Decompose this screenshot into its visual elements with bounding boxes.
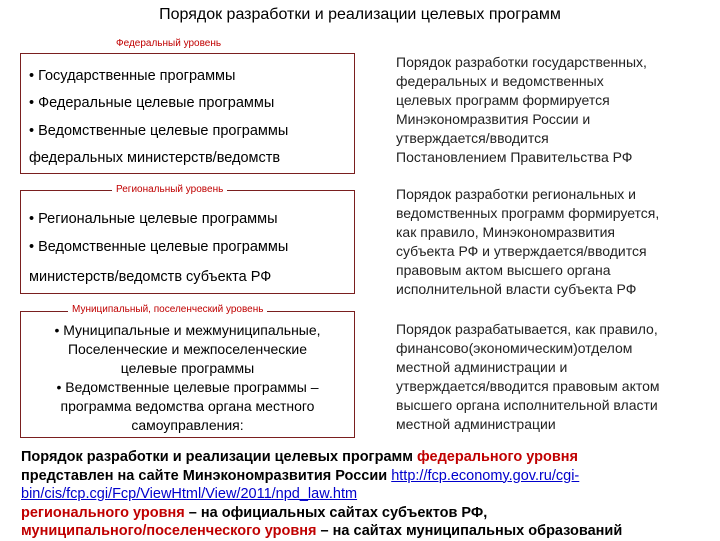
municipal-description-line: местной администрации и	[396, 359, 568, 375]
bottom-summary	[21, 448, 720, 541]
federal-level-label: Федеральный уровень	[112, 38, 225, 49]
municipal-description-line: местной администрации	[396, 416, 556, 432]
summary-text: Порядок разработки и реализации целевых программ	[21, 449, 418, 465]
regional-description-line: правовым актом высшего органа	[396, 262, 611, 278]
regional-line-2: • Ведомственные целевые программы	[29, 239, 289, 255]
summary-line-2	[21, 467, 720, 486]
federal-line-2: • Федеральные целевые программы	[29, 95, 275, 111]
municipal-line-5: программа ведомства органа местного	[60, 398, 315, 414]
federal-line-4: федеральных министерств/ведомств	[29, 150, 281, 166]
regional-description-line: Порядок разработки региональных и	[396, 186, 636, 202]
regional-level-label: Региональный уровень	[112, 184, 227, 195]
municipal-line-3: целевые программы	[120, 360, 255, 376]
summary-line-1	[21, 448, 720, 467]
municipal-level-highlight: муниципального/поселенческого уровня	[21, 523, 317, 539]
summary-line-4	[21, 504, 720, 523]
summary-line-5	[21, 522, 720, 541]
ministry-link[interactable]: http://fcp.economy.gov.ru/cgi-	[391, 467, 580, 484]
regional-description-line: субъекта РФ и утверждается/вводится	[396, 243, 647, 259]
regional-level-highlight: регионального уровня	[21, 504, 185, 521]
regional-description-line: исполнительной власти субъекта РФ	[396, 281, 637, 297]
regional-description	[396, 185, 659, 299]
federal-description	[396, 53, 647, 167]
municipal-description-line: высшего органа исполнительной власти	[396, 397, 658, 413]
federal-description-line: федеральных и ведомственных	[396, 73, 604, 89]
federal-description-line: Порядок разработки государственных,	[396, 54, 647, 70]
federal-level-box	[20, 53, 355, 174]
municipal-description-line: утверждается/вводится правовым актом	[396, 378, 660, 394]
federal-description-line: целевых программ формируется	[396, 92, 610, 108]
regional-line-1: • Региональные целевые программы	[29, 211, 278, 227]
municipal-line-2: Поселенческие и межпоселенческие	[67, 341, 308, 357]
summary-line-3	[21, 485, 720, 504]
federal-line-1: • Государственные программы	[29, 68, 236, 84]
ministry-link-continued[interactable]: bin/cis/fcp.cgi/Fcp/ViewHtml/View/2011/npd_law.htm	[21, 486, 358, 502]
municipal-description-line: финансово(экономическим)отделом	[396, 340, 633, 356]
municipal-description-line: Порядок разрабатывается, как правило,	[396, 321, 658, 337]
summary-text: – на сайтах муниципальных образований	[316, 523, 623, 539]
municipal-line-1: • Муниципальные и межмуниципальные,	[54, 322, 321, 338]
federal-description-line: Постановлением Правительства РФ	[396, 149, 633, 165]
regional-description-line: как правило, Минэкономразвития	[396, 224, 616, 240]
federal-description-line: Минэкономразвития России и	[396, 111, 591, 127]
municipal-line-4: • Ведомственные целевые программы –	[56, 379, 319, 395]
regional-level-box	[20, 190, 355, 294]
municipal-level-box	[20, 311, 355, 438]
summary-text: представлен на сайте Минэкономразвития России	[21, 467, 392, 484]
federal-line-3: • Ведомственные целевые программы	[29, 123, 289, 139]
municipal-line-6: самоуправления:	[131, 417, 244, 433]
page-title: Порядок разработки и реализации целевых программ	[159, 6, 561, 23]
regional-description-line: ведомственных программ формируется,	[396, 205, 660, 221]
federal-description-line: утверждается/вводится	[396, 130, 549, 146]
municipal-level-label: Муниципальный, поселенческий уровень	[68, 304, 267, 315]
regional-line-3: министерств/ведомств субъекта РФ	[29, 269, 272, 285]
summary-text: – на официальных сайтах субъектов РФ,	[184, 504, 488, 521]
federal-level-highlight: федерального уровня	[417, 449, 578, 465]
municipal-description	[396, 320, 660, 434]
